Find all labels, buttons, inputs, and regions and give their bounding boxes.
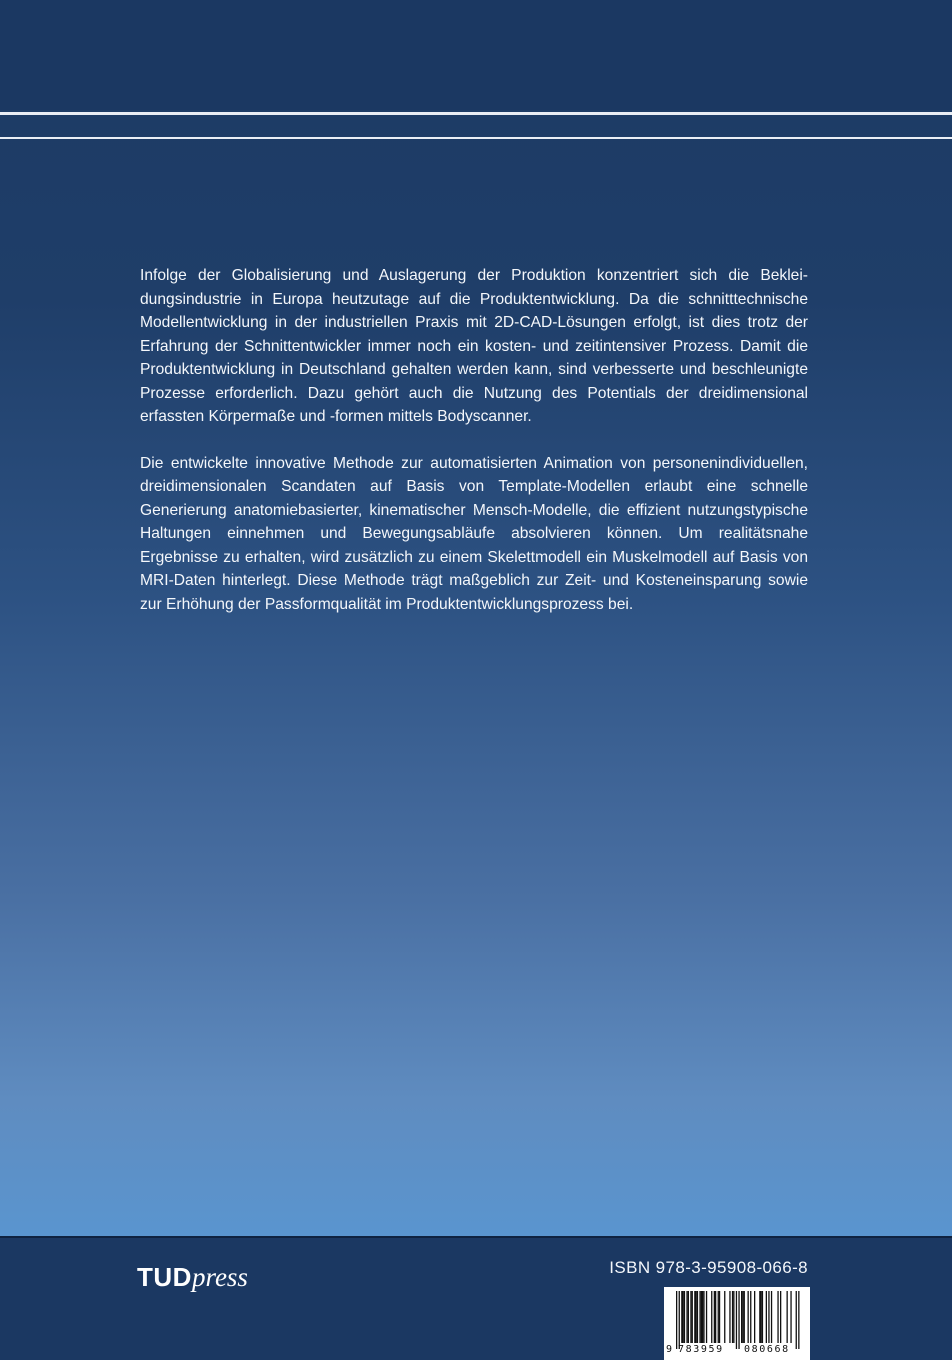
- barcode-bar: [754, 1291, 755, 1343]
- barcode-bar: [718, 1291, 719, 1343]
- barcode-bar: [688, 1291, 689, 1343]
- barcode-bar: [748, 1291, 749, 1343]
- top-rule-thin: [0, 137, 952, 139]
- blurb-paragraph-2: Die entwickelte innovative Methode zur automatisierten Animation von personenindividuellen, dreidimensionalen Scandaten auf Basis von Template-Modellen erlaubt eine schnelle Generierung anatomiebasierter, kinematischer Mensch-Modelle, die effizient nutzungstypische Haltungen einnehmen und Bewegungsabläufe absolvieren können. Um realitätsnahe Ergebnisse zu erhalten, wird zusätzlich zu einem Skelettmodell ein Muskelmodell auf Basis von MRI-Daten hinterlegt. Diese Methode trägt maßgeblich zur Zeit- und Kosteneinsparung sowie zur Erhöhung der Passformqualität im Produktentwicklungsprozess bei.: [140, 454, 808, 613]
- barcode-bar: [766, 1291, 767, 1343]
- barcode-bar: [679, 1291, 680, 1349]
- barcode-bar: [762, 1291, 763, 1343]
- isbn-label: ISBN 978-3-95908-066-8: [609, 1258, 808, 1277]
- logo-bold-text: TUD: [137, 1262, 192, 1292]
- barcode-bar: [702, 1291, 703, 1343]
- barcode-bar: [697, 1291, 698, 1343]
- barcode-bar: [690, 1291, 691, 1343]
- barcode-bar: [736, 1291, 737, 1349]
- barcode-bar: [761, 1291, 762, 1343]
- barcode-bar: [724, 1291, 725, 1343]
- barcode-left-digits: 783959: [678, 1344, 724, 1355]
- barcode-bar: [686, 1291, 687, 1343]
- barcode-bar: [699, 1291, 700, 1343]
- barcode-bar: [796, 1291, 797, 1349]
- barcode-bar: [711, 1291, 712, 1343]
- barcode-bar: [676, 1291, 677, 1349]
- barcode-bar: [694, 1291, 695, 1343]
- footer-rule: [0, 1236, 952, 1238]
- barcode-bar: [684, 1291, 685, 1343]
- barcode-bar: [719, 1291, 720, 1343]
- logo-italic-text: press: [191, 1262, 248, 1292]
- barcode-bar: [714, 1291, 715, 1343]
- top-band: [0, 0, 952, 110]
- barcode-bar: [733, 1291, 734, 1343]
- barcode-right-digits: 080668: [744, 1344, 790, 1355]
- barcode-bar: [771, 1291, 772, 1343]
- barcode-lead-digit: 9: [666, 1344, 673, 1355]
- barcode-bar: [790, 1291, 791, 1343]
- isbn-barcode: [664, 1287, 810, 1360]
- barcode-digits: [664, 1343, 810, 1359]
- barcode-bar: [768, 1291, 769, 1343]
- barcode-bar: [777, 1291, 778, 1343]
- top-rule: [0, 112, 952, 115]
- barcode-bar: [703, 1291, 704, 1343]
- barcode-bar: [759, 1291, 760, 1343]
- barcode-bar: [701, 1291, 702, 1343]
- barcode-bar: [741, 1291, 742, 1343]
- barcode-bar: [715, 1291, 716, 1343]
- barcode-bar: [729, 1291, 730, 1343]
- barcode-bar: [787, 1291, 788, 1343]
- barcode-bar: [692, 1291, 693, 1343]
- barcode-bar: [706, 1291, 707, 1343]
- blurb-text: [140, 264, 808, 639]
- blurb-paragraph-1: Infolge der Globalisierung und Auslagerung der Produktion konzentriert sich die Bekleidungsindustrie in Europa heutzutage auf die Produktentwicklung. Da die schnitttechnische Modellentwicklung in der industriellen Praxis mit 2D-CAD-Lösungen erfolgt, ist dies trotz der Erfahrung der Schnittentwickler immer noch ein kosten- und zeitintensiver Prozess. Damit die Produktentwicklung in Deutschland gehalten werden kann, sind verbesserte und beschleunigte Prozesse erforderlich. Dazu gehört auch die Nutzung des Potentials der dreidimensional erfassten Körpermaße und -formen mittels Bodyscanner.: [140, 267, 808, 425]
- barcode-bar: [683, 1291, 684, 1343]
- barcode-bar: [681, 1291, 682, 1343]
- barcode-bar: [750, 1291, 751, 1343]
- barcode-bar: [738, 1291, 739, 1349]
- barcode-bar: [742, 1291, 743, 1343]
- barcode-bar: [798, 1291, 799, 1349]
- barcode-bar: [780, 1291, 781, 1343]
- barcode-bar: [696, 1291, 697, 1343]
- publisher-logo: [137, 1262, 248, 1292]
- barcode-bar: [744, 1291, 745, 1343]
- barcode-bar: [732, 1291, 733, 1343]
